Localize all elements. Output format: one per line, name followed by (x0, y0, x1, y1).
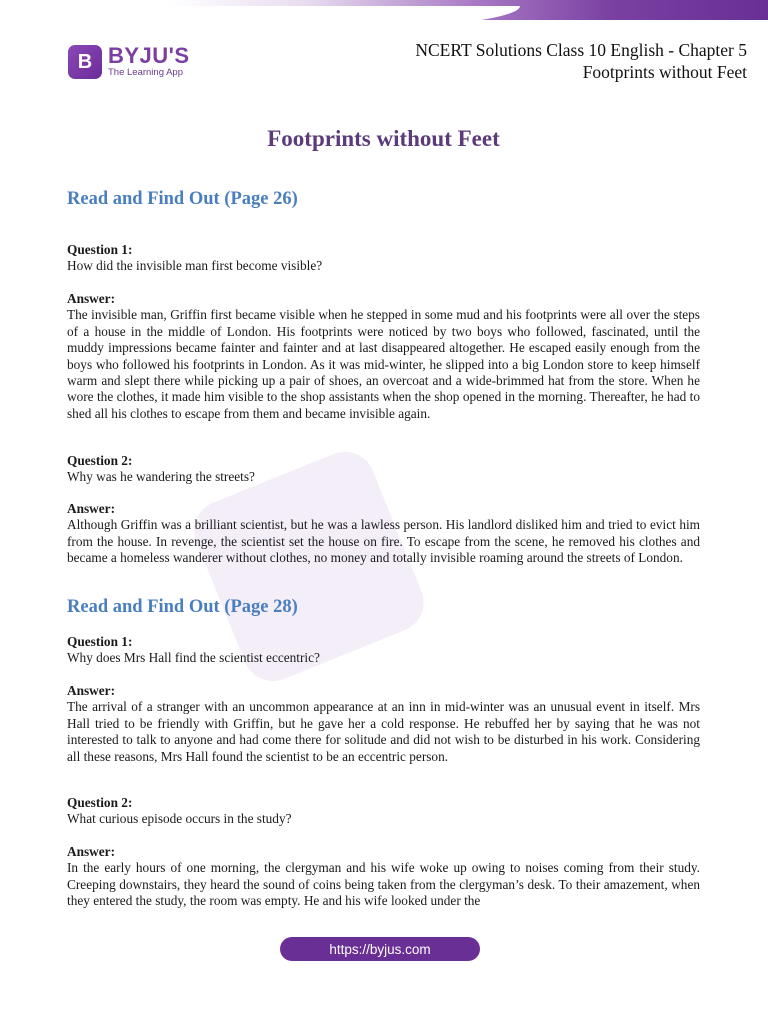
header-line-2: Footprints without Feet (582, 62, 747, 82)
question-block (67, 453, 700, 486)
question-text: Why does Mrs Hall find the scientist eccentric? (67, 650, 320, 666)
question-label: Question 1: (67, 242, 133, 257)
answer-label: Answer: (67, 501, 116, 516)
section-heading-page-28: Read and Find Out (Page 28) (67, 597, 298, 617)
question-label: Question 2: (67, 453, 133, 468)
logo-text (108, 45, 190, 79)
logo-name: BYJU'S (108, 43, 190, 68)
page-title: Footprints without Feet (267, 126, 500, 151)
question-text: What curious episode occurs in the study? (67, 811, 292, 827)
answer-text: Although Griffin was a brilliant scientist, but he was a lawless person. His landlord disliked him and tried to evict him from the house. In revenge, the scientist set the house on fire. To escape from the scene, he removed his clothes and became a homeless wanderer without clothes, no money and totally invisible roaming around the streets of London. (67, 517, 700, 566)
answer-block (67, 844, 700, 910)
answer-text: The arrival of a stranger with an uncommon appearance at an inn in mid-winter was an unusual event in itself. Mrs Hall tried to be friendly with Griffin, but he gave her a cold response. He rebuffed her by saying that he was not interested to talk to anyone and had come there for solitude and did not wish to be disturbed in his work. Considering all these reasons, Mrs Hall found the scientist to be an eccentric person. (67, 699, 700, 764)
answer-block (67, 683, 700, 765)
answer-label: Answer: (67, 683, 116, 698)
document-header (415, 39, 747, 83)
question-text: Why was he wandering the streets? (67, 469, 255, 485)
question-block (67, 634, 700, 667)
logo-tagline: The Learning App (108, 67, 184, 78)
answer-block (67, 291, 700, 422)
question-block (67, 795, 700, 828)
footer-url-link[interactable]: https://byjus.com (280, 937, 480, 961)
answer-label: Answer: (67, 291, 116, 306)
question-block (67, 242, 700, 275)
logo-mark-icon: B (68, 45, 102, 79)
byjus-logo (68, 45, 190, 79)
top-bar-curve (0, 6, 520, 36)
question-text: How did the invisible man first become visible? (67, 258, 323, 274)
answer-text: In the early hours of one morning, the clergyman and his wife woke up owing to noises coming from their study. Creeping downstairs, they heard the sound of coins being taken from the clergyman’s desk. To their amazement, when they entered the study, the room was empty. He and his wife looked under the (67, 860, 700, 909)
header-line-1: NCERT Solutions Class 10 English - Chapter 5 (415, 40, 747, 60)
answer-block (67, 501, 700, 567)
answer-label: Answer: (67, 844, 116, 859)
question-label: Question 1: (67, 634, 133, 649)
answer-text: The invisible man, Griffin first became visible when he stepped in some mud and his footprints were all over the steps of a house in the middle of London. His footprints were noticed by two boys who followed, fascinated, until the muddy impressions became fainter and fainter and at last disappeared altogether. He escaped easily enough from the boys who followed his footprints in London. As it was mid-winter, he slipped into a big London store to keep himself warm and slept there while picking up a pair of shoes, an overcoat and a wide-brimmed hat from the store. When he wore the clothes, it made him visible to the shop assistants when the shop opened in the morning. Thereafter, he had to shed all his clothes to escape from them and became invisible again. (67, 307, 700, 421)
section-heading-page-26: Read and Find Out (Page 26) (67, 189, 298, 209)
question-label: Question 2: (67, 795, 133, 810)
